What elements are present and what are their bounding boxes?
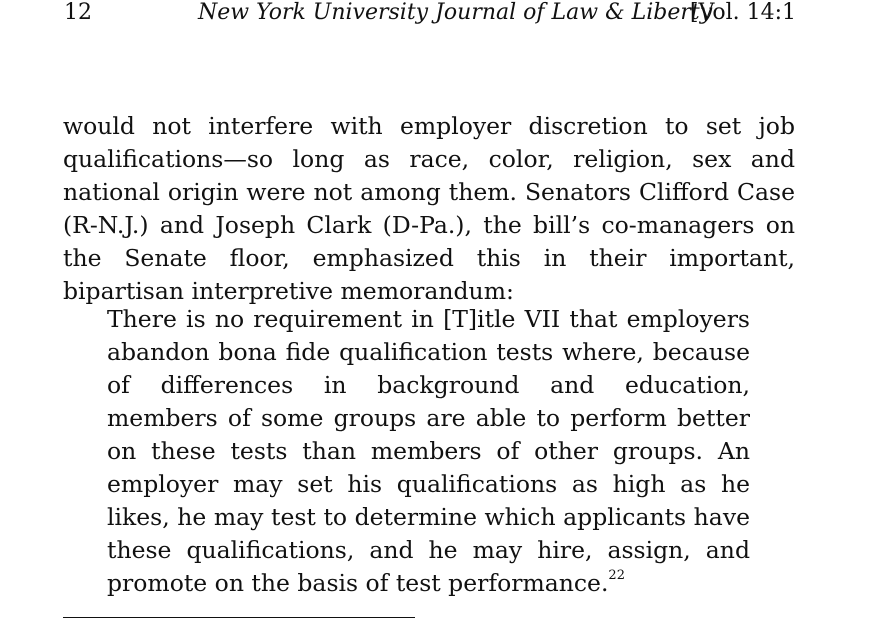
block-quote-text: There is no requirement in [T]itle VII that employers abandon bona fide qualification tests where, because of differences in background and education, members of some groups are able to perform better on these tests than members of other groups. An employer may set his qualifications as high as he likes, he may test to determine which applicants have these qualifications, and he may hire, assign, and promote on the basis of test performance. xyxy=(107,305,750,597)
journal-title: New York University Journal of Law & Liberty xyxy=(198,0,713,25)
volume-label: [Vol. 14:1 xyxy=(689,0,796,25)
body-paragraph: would not interfere with employer discretion to set job qualifications—so long as race, color, religion, sex and national origin were not among them. Senators Clifford Case (R-N.J.) and Joseph Clark (D-Pa.), the bill’s co-managers on the Senate floor, emphasized this in their important, bipartisan interpretive memorandum: xyxy=(63,112,795,305)
footnote-reference[interactable]: 22 xyxy=(608,568,625,583)
block-quote xyxy=(107,303,750,600)
running-header xyxy=(60,0,796,30)
footnote-separator xyxy=(63,617,415,618)
page-number: 12 xyxy=(64,0,92,25)
